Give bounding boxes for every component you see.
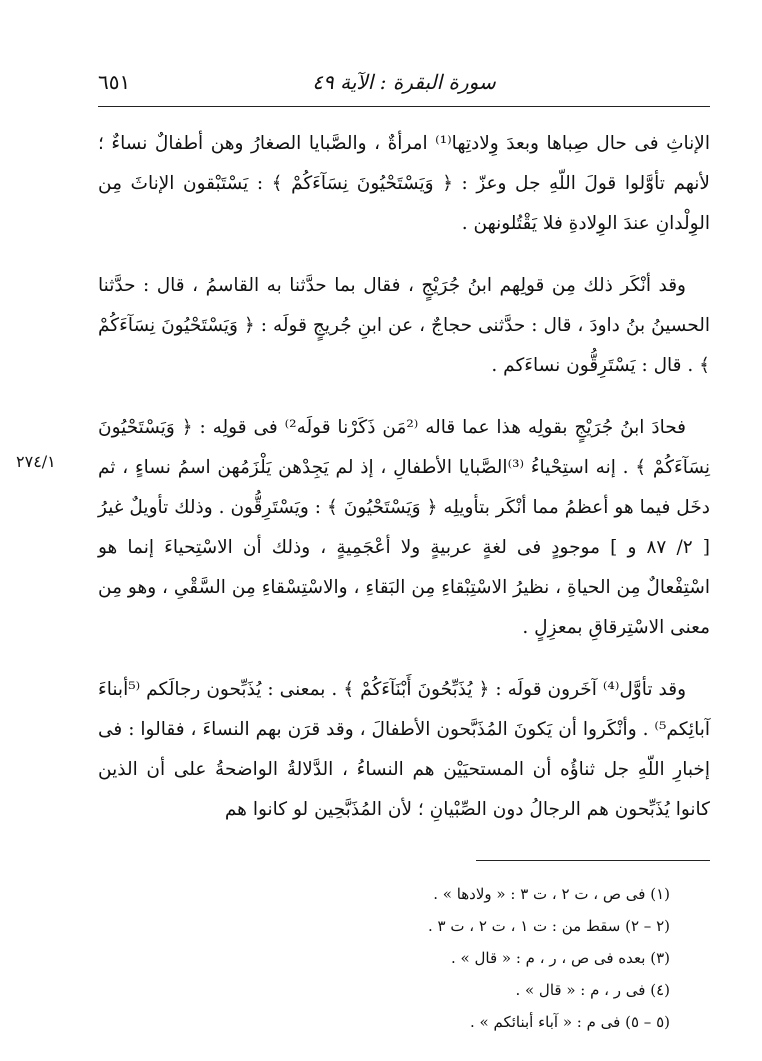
paragraph-3: فحادَ ابنُ جُرَيْجٍ بقولِه هذا عما قاله ⁽²مَن ذَكَرْنا قولَه²⁾ فى قولِه : ﴿ وَيَسْتَحْيُونَ نِسَآءَكُمْ ﴾ . إنه استِحْياءُ ⁽³⁾الصَّبايا الأطفالِ ، إذ لم يَجِدْهن يَلْزَمُهن اسمُ نساءٍ ، ثم دخَل فيما هو أعظمُ مما أنْكَر بتأويلِه ﴿ وَيَسْتَحْيُونَ ﴾ : ويَسْتَرِقُّون . وذلك تأويلٌ غيرُ [ ٢/ ٨٧ و ] موجودٍ فى لغةٍ عربيةٍ ولا أعْجَمِيةٍ ، وذلك أن الاسْتِحياءَ إنما هو اسْتِفْعالٌ مِن الحياةِ ، نظيرُ الاسْتِبْقاءِ مِن البَقاءِ ، والاسْتِسْقاءِ مِن السَّقْىِ ، وهو مِن معنى الاسْتِرقاقِ بمعزِلٍ . (98, 417, 710, 638)
margin-reference: ٢٧٤/١ (16, 452, 56, 471)
footnote-3: (٣) بعده فى ص ، ر ، م : « قال » . (451, 949, 670, 967)
running-title: سورة البقرة : الآية ٤٩ (312, 70, 496, 94)
footnote-2: (٢ – ٢) سقط من : ت ١ ، ت ٢ ، ت ٣ . (427, 917, 670, 935)
main-text (98, 124, 710, 852)
paragraph-2: وقد أنْكَر ذلك مِن قولِهم ابنُ جُرَيْجٍ ، فقال بما حدَّثنا به القاسمُ ، قال : حدَّثنا الحسينُ بنُ داودَ ، قال : حدَّثنى حجاجٌ ، عن ابنِ جُريجٍ قولَه : ﴿ وَيَسْتَحْيُونَ نِسَآءَكُمْ ﴾ . قال : يَسْتَرِقُّون نساءَكم . (98, 275, 710, 376)
page-number: ٦٥١ (98, 70, 131, 94)
page-header (98, 64, 710, 104)
footnote-5: (٥ – ٥) فى م : « آباء أبنائكم » . (469, 1013, 670, 1031)
paragraph-4: وقد تأوَّل⁽⁴⁾ آخَرون قولَه : ﴿ يُذَبِّحُونَ أَبْنَآءَكُمْ ﴾ . بمعنى : يُذَبِّحون رجالَكم ⁽⁵أبناءَ آبائِكم⁵⁾ . وأنْكَروا أن يَكونَ المُذَبَّحون الأطفالَ ، وقد قرَن بهم النساءَ ، فقالوا : فى إخبارِ اللّهِ جل ثناؤُه أن المستحيَيْن هم النساءُ ، الدَّلالةُ الواضحةُ على أن الذين كانوا يُذَبِّحون هم الرجالُ دون الصِّبْيانِ ؛ لأن المُذَبَّحِين لو كانوا هم (98, 679, 710, 820)
header-divider (98, 106, 710, 107)
footnote-1: (١) فى ص ، ت ٢ ، ت ٣ : « ولادها » . (433, 885, 670, 903)
footnote-4: (٤) فى ر ، م : « قال » . (515, 981, 670, 999)
footnote-divider (476, 860, 710, 861)
footnotes (98, 878, 698, 1038)
paragraph-1: الإناثِ فى حال صِباها وبعدَ وِلادتِها⁽¹⁾ امرأةٌ ، والصَّبايا الصغارُ وهن أطفالٌ نساءٌ ؛ لأنهم تأوَّلوا قولَ اللّهِ جل وعزّ : ﴿ وَيَسْتَحْيُونَ نِسَآءَكُمْ ﴾ : يَسْتَبْقون الإناثَ مِن الوِلْدانِ عندَ الوِلادةِ فلا يَقْتُلونهن . (98, 133, 710, 234)
